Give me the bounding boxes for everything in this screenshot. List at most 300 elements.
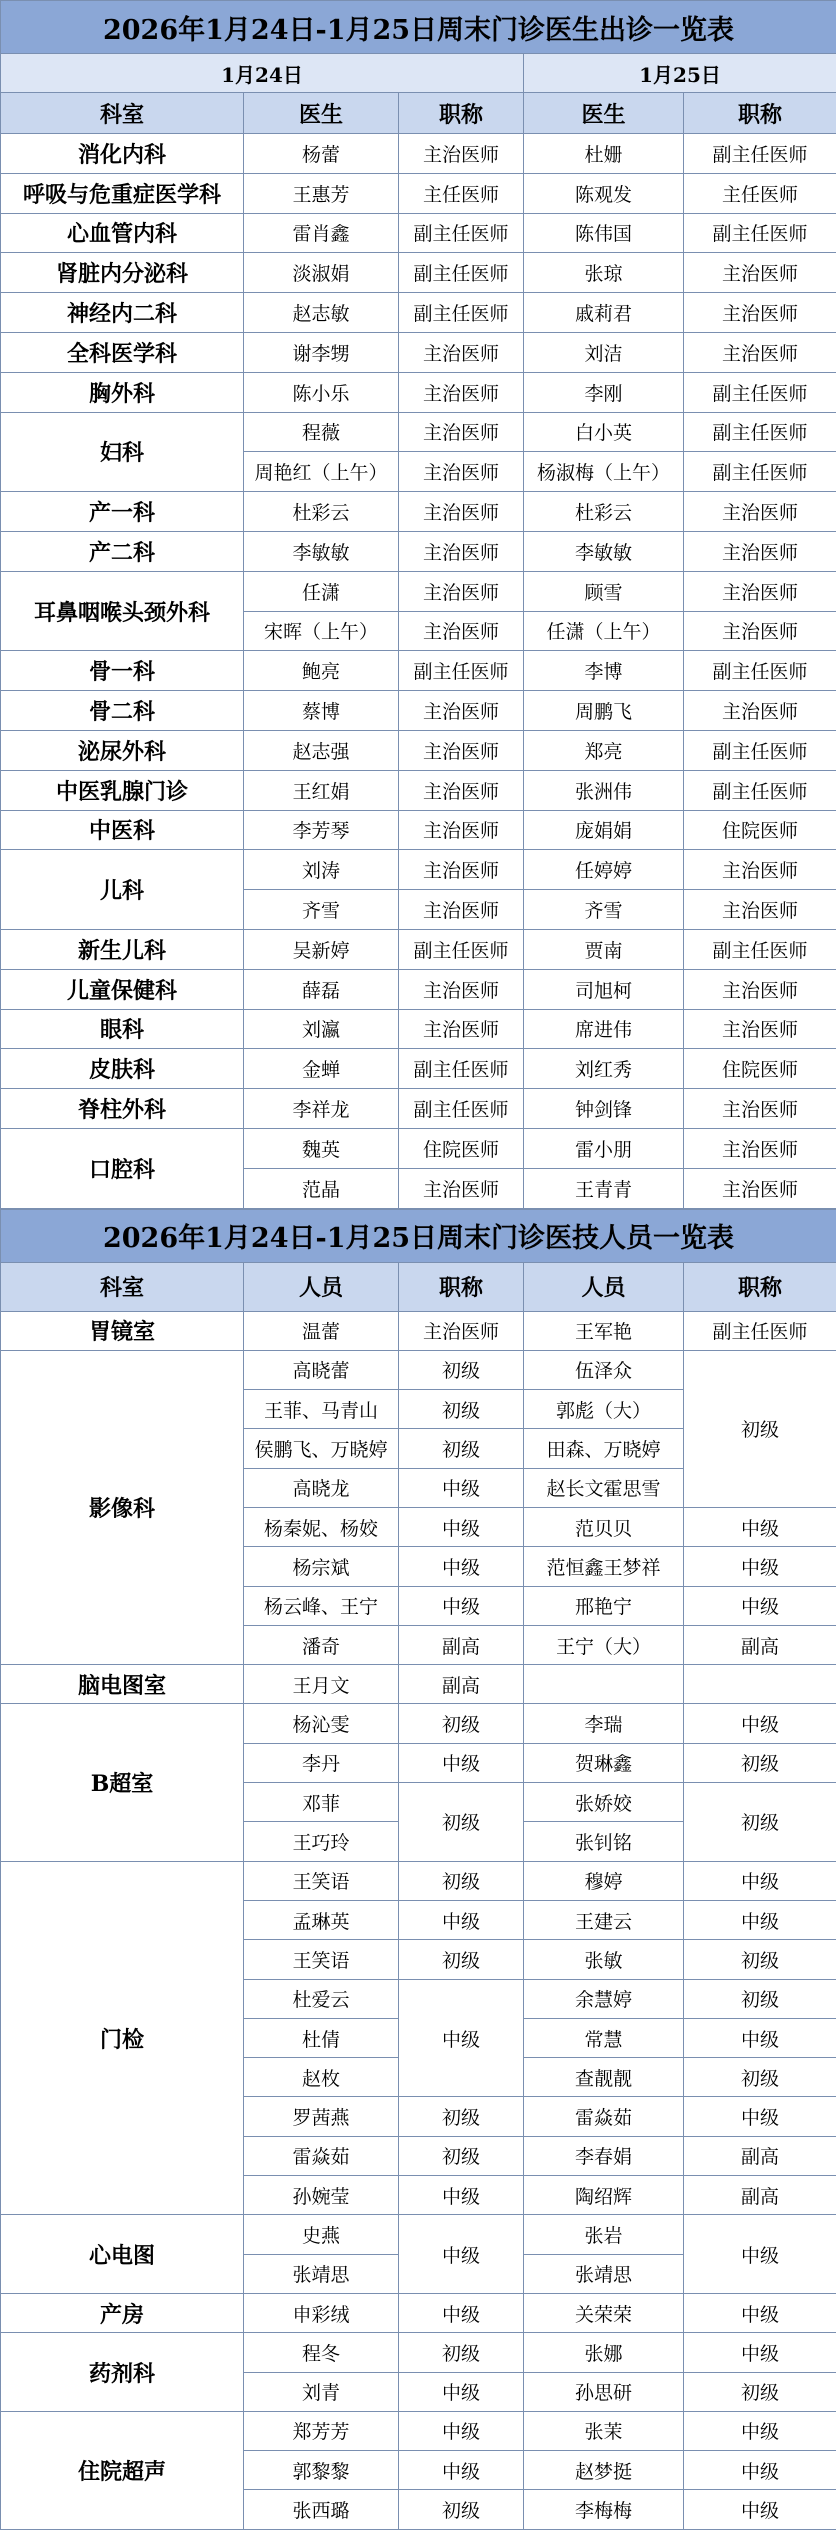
department-cell: 胃镜室	[1, 1311, 244, 1350]
title-day2-cell: 主治医师	[684, 293, 836, 333]
doctor-day1-cell: 魏英	[244, 1128, 399, 1168]
staff-cell: 中级	[684, 1586, 836, 1625]
title-day2-cell: 主治医师	[684, 492, 836, 532]
department-cell: 药剂科	[1, 2333, 244, 2412]
doctor-day1-cell: 杨蕾	[244, 134, 399, 174]
department-cell: 骨二科	[1, 691, 244, 731]
staff-cell: 中级	[684, 1704, 836, 1743]
staff-cell: 王建云	[524, 1900, 684, 1939]
doctor-day1-cell: 雷肖鑫	[244, 213, 399, 253]
staff-cell: 初级	[684, 1979, 836, 2018]
doctor-day2-cell: 钟剑锋	[524, 1089, 684, 1129]
staff-cell: 范贝贝	[524, 1508, 684, 1547]
doctor-day2-cell: 齐雪	[524, 890, 684, 930]
doctor-day1-cell: 吴新婷	[244, 929, 399, 969]
staff-cell: 杨宗斌	[244, 1547, 399, 1586]
title-day1-cell: 主治医师	[399, 1009, 524, 1049]
staff-cell: 张敏	[524, 1940, 684, 1979]
table-row	[1, 253, 836, 293]
doctor-day1-cell: 范晶	[244, 1168, 399, 1208]
doctor-day1-cell: 李敏敏	[244, 531, 399, 571]
department-cell: 门检	[1, 1861, 244, 2215]
doctor-schedule-body	[1, 134, 836, 1209]
staff-cell: 中级	[684, 2333, 836, 2372]
technician-schedule-title: 2026年1月24日-1月25日周末门诊医技人员一览表	[1, 1209, 836, 1262]
table-row	[1, 2215, 836, 2254]
staff-cell: 杨秦妮、杨姣	[244, 1508, 399, 1547]
staff-cell: 史燕	[244, 2215, 399, 2254]
staff-cell: 初级	[684, 1783, 836, 1862]
technician-schedule-body	[1, 1311, 836, 2529]
department-cell: 儿科	[1, 850, 244, 930]
department-cell: 中医乳腺门诊	[1, 770, 244, 810]
table-row	[1, 1128, 836, 1168]
title-day1-cell: 主治医师	[399, 412, 524, 452]
title-day2-cell: 副主任医师	[684, 412, 836, 452]
title-day1-cell: 副主任医师	[399, 1089, 524, 1129]
staff-cell: 罗茜燕	[244, 2097, 399, 2136]
table-row	[1, 770, 836, 810]
staff-cell: 孟琳英	[244, 1900, 399, 1939]
department-cell: 口腔科	[1, 1128, 244, 1208]
department-cell: 耳鼻咽喉头颈外科	[1, 571, 244, 651]
doctor-day1-cell: 杜彩云	[244, 492, 399, 532]
staff-cell: 中级	[399, 2215, 524, 2294]
department-cell: 产一科	[1, 492, 244, 532]
table-row	[1, 651, 836, 691]
doctor-day2-cell: 司旭柯	[524, 969, 684, 1009]
table-row	[1, 1350, 836, 1389]
staff-cell: 中级	[399, 2176, 524, 2215]
doctor-day1-cell: 薛磊	[244, 969, 399, 1009]
staff-cell: 中级	[399, 1547, 524, 1586]
column-header: 职称	[399, 1262, 524, 1311]
department-cell: 住院超声	[1, 2411, 244, 2529]
doctor-day2-cell: 任潇（上午）	[524, 611, 684, 651]
table-row	[1, 571, 836, 611]
doctor-day1-cell: 程薇	[244, 412, 399, 452]
table-row	[1, 1009, 836, 1049]
title-day1-cell: 主治医师	[399, 452, 524, 492]
title-day2-cell: 副主任医师	[684, 929, 836, 969]
staff-cell: 张娜	[524, 2333, 684, 2372]
staff-cell: 陶绍辉	[524, 2176, 684, 2215]
department-cell: 肾脏内分泌科	[1, 253, 244, 293]
staff-cell: 王巧玲	[244, 1822, 399, 1861]
title-day1-cell: 副主任医师	[399, 929, 524, 969]
staff-cell: 初级	[684, 1743, 836, 1782]
staff-cell: 初级	[684, 1350, 836, 1507]
staff-cell: 副高	[399, 1665, 524, 1704]
title-day2-cell: 副主任医师	[684, 134, 836, 174]
department-cell: 新生儿科	[1, 929, 244, 969]
doctor-day2-cell: 陈伟国	[524, 213, 684, 253]
table-row	[1, 2411, 836, 2450]
doctor-day2-cell: 庞娟娟	[524, 810, 684, 850]
staff-cell: 张岩	[524, 2215, 684, 2254]
title-day1-cell: 主治医师	[399, 890, 524, 930]
department-cell: 中医科	[1, 810, 244, 850]
staff-cell: 张钊铭	[524, 1822, 684, 1861]
staff-cell: 主治医师	[399, 1311, 524, 1350]
doctor-day1-cell: 赵志强	[244, 730, 399, 770]
staff-cell: 中级	[399, 1743, 524, 1782]
title-day1-cell: 主治医师	[399, 332, 524, 372]
title-day2-cell: 主治医师	[684, 332, 836, 372]
doctor-day2-cell: 李刚	[524, 372, 684, 412]
table-row	[1, 810, 836, 850]
staff-cell: 中级	[684, 2490, 836, 2529]
title-day2-cell: 住院医师	[684, 810, 836, 850]
staff-cell: 杜爱云	[244, 1979, 399, 2018]
staff-cell: 李丹	[244, 1743, 399, 1782]
doctor-day1-cell: 陈小乐	[244, 372, 399, 412]
staff-cell: 杨云峰、王宁	[244, 1586, 399, 1625]
staff-cell: 初级	[399, 1861, 524, 1900]
staff-cell: 雷焱茹	[244, 2136, 399, 2175]
title-day2-cell: 住院医师	[684, 1049, 836, 1089]
table-row	[1, 1861, 836, 1900]
column-header: 科室	[1, 93, 244, 134]
title-day1-cell: 副主任医师	[399, 213, 524, 253]
staff-cell: 中级	[399, 1979, 524, 2097]
title-day2-cell: 主治医师	[684, 691, 836, 731]
title-day2-cell: 主治医师	[684, 850, 836, 890]
table-row	[1, 929, 836, 969]
staff-cell: 副高	[684, 1625, 836, 1664]
staff-cell: 刘青	[244, 2372, 399, 2411]
title-day1-cell: 主治医师	[399, 770, 524, 810]
column-header: 职称	[684, 1262, 836, 1311]
staff-cell: 初级	[684, 1940, 836, 1979]
staff-cell: 初级	[684, 2058, 836, 2097]
column-header: 人员	[244, 1262, 399, 1311]
department-cell: 神经内二科	[1, 293, 244, 333]
staff-cell: 张靖思	[244, 2254, 399, 2293]
title-day2-cell: 主治医师	[684, 611, 836, 651]
staff-cell: 孙思研	[524, 2372, 684, 2411]
title-day2-cell: 副主任医师	[684, 372, 836, 412]
department-cell: 脊柱外科	[1, 1089, 244, 1129]
staff-cell: 关荣荣	[524, 2293, 684, 2332]
title-day1-cell: 主治医师	[399, 691, 524, 731]
title-day2-cell: 主治医师	[684, 969, 836, 1009]
staff-cell: 中级	[684, 1900, 836, 1939]
doctor-schedule-table	[0, 0, 836, 1209]
department-cell: 胸外科	[1, 372, 244, 412]
staff-cell: 中级	[684, 2018, 836, 2057]
table-row	[1, 2293, 836, 2332]
staff-cell: 中级	[684, 2293, 836, 2332]
doctor-day2-cell: 张洲伟	[524, 770, 684, 810]
doctor-day2-cell: 刘洁	[524, 332, 684, 372]
staff-cell: 高晓龙	[244, 1468, 399, 1507]
staff-cell: 查靓靓	[524, 2058, 684, 2097]
doctor-day2-cell: 刘红秀	[524, 1049, 684, 1089]
staff-cell: 贺琳鑫	[524, 1743, 684, 1782]
table-row	[1, 372, 836, 412]
staff-cell: 李瑞	[524, 1704, 684, 1743]
doctor-day1-cell: 李祥龙	[244, 1089, 399, 1129]
staff-cell: 潘奇	[244, 1625, 399, 1664]
doctor-day1-cell: 刘涛	[244, 850, 399, 890]
title-day1-cell: 主任医师	[399, 173, 524, 213]
doctor-day2-cell: 白小英	[524, 412, 684, 452]
column-header: 医生	[244, 93, 399, 134]
table-row	[1, 691, 836, 731]
staff-cell: 中级	[399, 1586, 524, 1625]
staff-cell: 王笑语	[244, 1940, 399, 1979]
staff-cell: 杨沁雯	[244, 1704, 399, 1743]
department-cell: 脑电图室	[1, 1665, 244, 1704]
staff-cell: 赵长文霍思雪	[524, 1468, 684, 1507]
staff-cell: 郑芳芳	[244, 2411, 399, 2450]
staff-cell: 邓菲	[244, 1783, 399, 1822]
table-row	[1, 213, 836, 253]
doctor-day2-cell: 郑亮	[524, 730, 684, 770]
staff-cell: 中级	[399, 2451, 524, 2490]
staff-cell: 中级	[684, 1861, 836, 1900]
table-row	[1, 969, 836, 1009]
department-cell: 产房	[1, 2293, 244, 2332]
staff-cell: 孙婉莹	[244, 2176, 399, 2215]
staff-cell: 田森、万晓婷	[524, 1429, 684, 1468]
title-day2-cell: 副主任医师	[684, 730, 836, 770]
staff-cell: 初级	[399, 2490, 524, 2529]
doctor-day2-cell: 席进伟	[524, 1009, 684, 1049]
title-day1-cell: 主治医师	[399, 969, 524, 1009]
doctor-day1-cell: 刘瀛	[244, 1009, 399, 1049]
doctor-day2-cell: 杨淑梅（上午）	[524, 452, 684, 492]
staff-cell: 范恒鑫王梦祥	[524, 1547, 684, 1586]
doctor-day1-cell: 周艳红（上午）	[244, 452, 399, 492]
staff-cell	[524, 1665, 684, 1704]
day2-header: 1月25日	[524, 54, 836, 93]
staff-cell: 程冬	[244, 2333, 399, 2372]
title-day1-cell: 主治医师	[399, 531, 524, 571]
staff-cell: 温蕾	[244, 1311, 399, 1350]
staff-cell: 初级	[399, 2097, 524, 2136]
doctor-day1-cell: 赵志敏	[244, 293, 399, 333]
title-day2-cell: 主治医师	[684, 890, 836, 930]
title-day1-cell: 副主任医师	[399, 651, 524, 691]
staff-cell: 中级	[684, 2411, 836, 2450]
staff-cell: 雷焱茹	[524, 2097, 684, 2136]
table-row	[1, 492, 836, 532]
title-day1-cell: 副主任医师	[399, 1049, 524, 1089]
staff-cell: 中级	[684, 1508, 836, 1547]
staff-cell: 副主任医师	[684, 1311, 836, 1350]
title-day1-cell: 主治医师	[399, 730, 524, 770]
doctor-day1-cell: 宋晖（上午）	[244, 611, 399, 651]
staff-cell: 王笑语	[244, 1861, 399, 1900]
staff-cell: 初级	[399, 1429, 524, 1468]
staff-cell: 赵梦挺	[524, 2451, 684, 2490]
staff-cell: 王菲、马青山	[244, 1390, 399, 1429]
table-row	[1, 1665, 836, 1704]
staff-cell: 侯鹏飞、万晓婷	[244, 1429, 399, 1468]
column-header: 职称	[399, 93, 524, 134]
doctor-day1-cell: 齐雪	[244, 890, 399, 930]
staff-cell: 中级	[684, 2451, 836, 2490]
table-row	[1, 1049, 836, 1089]
doctor-day2-cell: 杜彩云	[524, 492, 684, 532]
title-day2-cell: 副主任医师	[684, 651, 836, 691]
staff-cell: 余慧婷	[524, 1979, 684, 2018]
table-row	[1, 134, 836, 174]
title-day1-cell: 主治医师	[399, 611, 524, 651]
title-day1-cell: 主治医师	[399, 134, 524, 174]
title-day2-cell: 主治医师	[684, 1089, 836, 1129]
doctor-day1-cell: 任潇	[244, 571, 399, 611]
staff-cell: 李春娟	[524, 2136, 684, 2175]
staff-cell: 副高	[684, 2136, 836, 2175]
department-cell: 心电图	[1, 2215, 244, 2294]
staff-cell: 中级	[399, 2411, 524, 2450]
table-row	[1, 1089, 836, 1129]
doctor-day2-cell: 雷小朋	[524, 1128, 684, 1168]
staff-cell: 中级	[399, 1900, 524, 1939]
staff-cell: 中级	[399, 2372, 524, 2411]
technician-schedule-table	[0, 1209, 836, 2530]
doctor-day1-cell: 谢李甥	[244, 332, 399, 372]
staff-cell: 杜倩	[244, 2018, 399, 2057]
department-cell: 妇科	[1, 412, 244, 492]
staff-cell: 初级	[684, 2372, 836, 2411]
title-day2-cell: 主治医师	[684, 1009, 836, 1049]
column-header: 科室	[1, 1262, 244, 1311]
doctor-day2-cell: 杜姗	[524, 134, 684, 174]
department-cell: 消化内科	[1, 134, 244, 174]
title-day2-cell: 主治医师	[684, 1168, 836, 1208]
doctor-day2-cell: 王青青	[524, 1168, 684, 1208]
doctor-day2-cell: 贾南	[524, 929, 684, 969]
table-row	[1, 850, 836, 890]
doctor-day2-cell: 戚莉君	[524, 293, 684, 333]
staff-cell: 张西璐	[244, 2490, 399, 2529]
staff-cell: 初级	[399, 1704, 524, 1743]
staff-cell: 中级	[399, 1508, 524, 1547]
doctor-day1-cell: 李芳琴	[244, 810, 399, 850]
staff-cell: 王军艳	[524, 1311, 684, 1350]
staff-cell: 王宁（大）	[524, 1625, 684, 1664]
doctor-day1-cell: 王惠芳	[244, 173, 399, 213]
staff-cell: 郭彪（大）	[524, 1390, 684, 1429]
staff-cell: 邢艳宁	[524, 1586, 684, 1625]
department-cell: 儿童保健科	[1, 969, 244, 1009]
title-day2-cell: 副主任医师	[684, 213, 836, 253]
department-cell: B超室	[1, 1704, 244, 1861]
department-cell: 皮肤科	[1, 1049, 244, 1089]
column-header: 人员	[524, 1262, 684, 1311]
staff-cell: 伍泽众	[524, 1350, 684, 1389]
staff-cell: 中级	[399, 1468, 524, 1507]
doctor-day2-cell: 任婷婷	[524, 850, 684, 890]
department-cell: 眼科	[1, 1009, 244, 1049]
department-cell: 影像科	[1, 1350, 244, 1664]
title-day1-cell: 主治医师	[399, 1168, 524, 1208]
doctor-day2-cell: 张琼	[524, 253, 684, 293]
department-cell: 泌尿外科	[1, 730, 244, 770]
title-day1-cell: 主治医师	[399, 571, 524, 611]
staff-cell: 王月文	[244, 1665, 399, 1704]
staff-cell: 中级	[684, 2215, 836, 2294]
staff-cell: 初级	[399, 1350, 524, 1389]
staff-cell: 初级	[399, 2333, 524, 2372]
table-row	[1, 1704, 836, 1743]
staff-cell: 穆婷	[524, 1861, 684, 1900]
table-row	[1, 730, 836, 770]
column-header: 医生	[524, 93, 684, 134]
staff-cell: 申彩绒	[244, 2293, 399, 2332]
table-row	[1, 2333, 836, 2372]
title-day2-cell: 主治医师	[684, 571, 836, 611]
staff-cell: 高晓蕾	[244, 1350, 399, 1389]
doctor-day1-cell: 蔡博	[244, 691, 399, 731]
title-day1-cell: 住院医师	[399, 1128, 524, 1168]
doctor-day2-cell: 顾雪	[524, 571, 684, 611]
staff-cell: 副高	[684, 2176, 836, 2215]
doctor-day1-cell: 金蝉	[244, 1049, 399, 1089]
title-day2-cell: 副主任医师	[684, 452, 836, 492]
staff-cell: 张茉	[524, 2411, 684, 2450]
staff-cell: 副高	[399, 1625, 524, 1664]
doctor-day2-cell: 李敏敏	[524, 531, 684, 571]
title-day2-cell: 主治医师	[684, 253, 836, 293]
table-row	[1, 531, 836, 571]
title-day2-cell: 主任医师	[684, 173, 836, 213]
title-day2-cell: 副主任医师	[684, 770, 836, 810]
staff-cell: 郭黎黎	[244, 2451, 399, 2490]
staff-cell: 初级	[399, 1390, 524, 1429]
title-day1-cell: 主治医师	[399, 492, 524, 532]
doctor-schedule-title: 2026年1月24日-1月25日周末门诊医生出诊一览表	[1, 1, 836, 54]
staff-cell: 中级	[684, 2097, 836, 2136]
table-row	[1, 332, 836, 372]
staff-cell: 初级	[399, 2136, 524, 2175]
doctor-day2-cell: 陈观发	[524, 173, 684, 213]
staff-cell: 赵枚	[244, 2058, 399, 2097]
table-row	[1, 412, 836, 452]
table-row	[1, 1311, 836, 1350]
doctor-day1-cell: 王红娟	[244, 770, 399, 810]
table-row	[1, 173, 836, 213]
doctor-day2-cell: 周鹏飞	[524, 691, 684, 731]
staff-cell: 张娇姣	[524, 1783, 684, 1822]
day1-header: 1月24日	[1, 54, 524, 93]
title-day2-cell: 主治医师	[684, 531, 836, 571]
department-cell: 产二科	[1, 531, 244, 571]
title-day1-cell: 主治医师	[399, 850, 524, 890]
column-header: 职称	[684, 93, 836, 134]
title-day2-cell: 主治医师	[684, 1128, 836, 1168]
staff-cell: 李梅梅	[524, 2490, 684, 2529]
department-cell: 骨一科	[1, 651, 244, 691]
title-day1-cell: 主治医师	[399, 372, 524, 412]
department-cell: 呼吸与危重症医学科	[1, 173, 244, 213]
staff-cell: 中级	[684, 1547, 836, 1586]
department-cell: 全科医学科	[1, 332, 244, 372]
doctor-day1-cell: 淡淑娟	[244, 253, 399, 293]
staff-cell: 张靖思	[524, 2254, 684, 2293]
doctor-day2-cell: 李博	[524, 651, 684, 691]
table-row	[1, 293, 836, 333]
doctor-day1-cell: 鲍亮	[244, 651, 399, 691]
staff-cell: 常慧	[524, 2018, 684, 2057]
title-day1-cell: 主治医师	[399, 810, 524, 850]
department-cell: 心血管内科	[1, 213, 244, 253]
title-day1-cell: 副主任医师	[399, 253, 524, 293]
